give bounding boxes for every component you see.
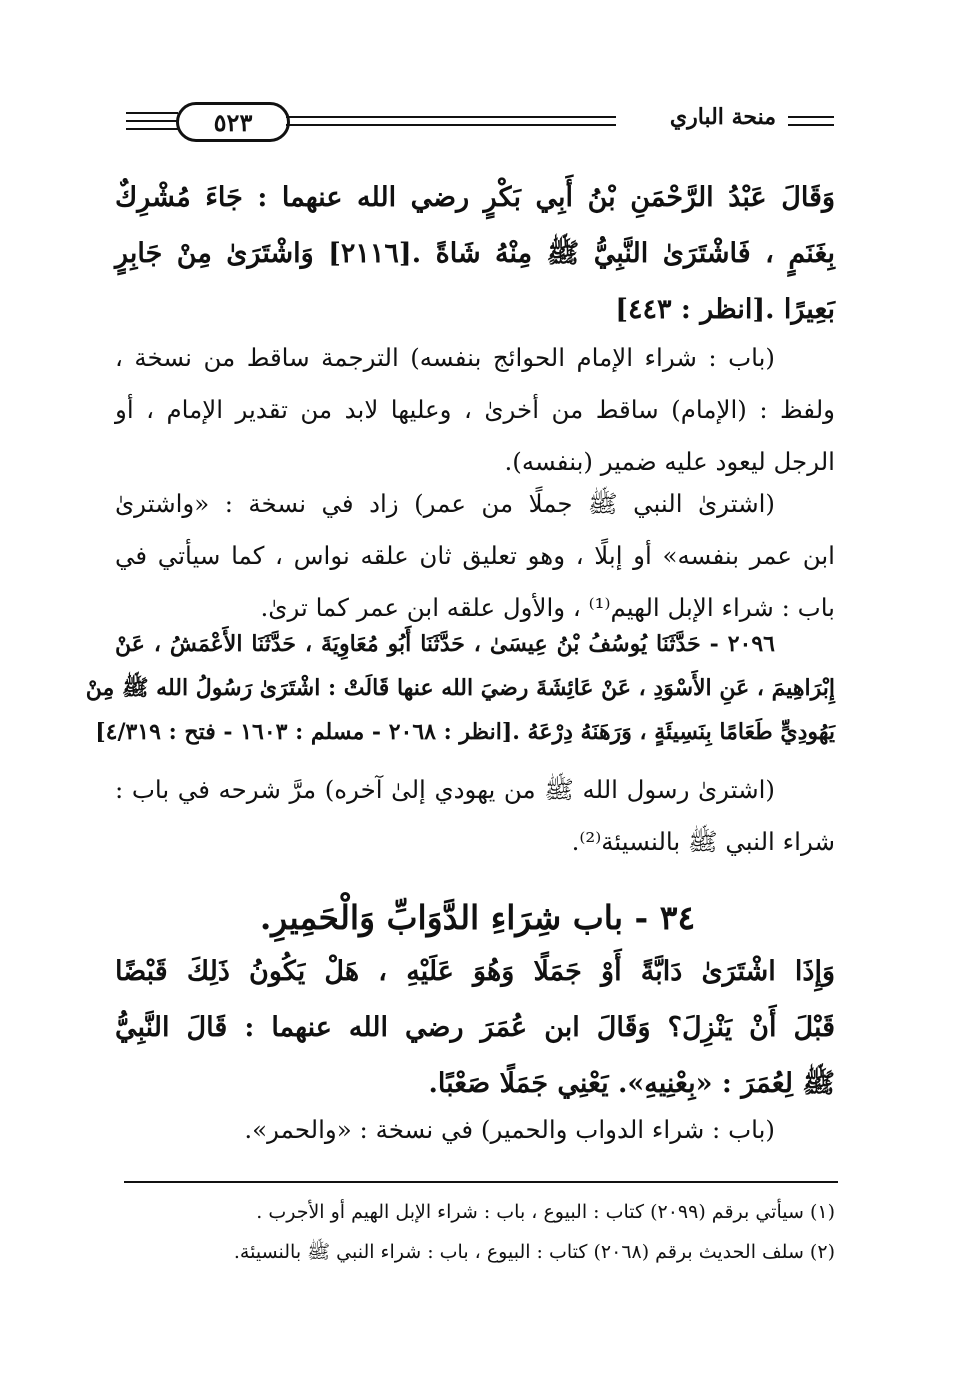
header-rule-right — [788, 116, 834, 118]
running-title: منحة الباري — [669, 104, 776, 130]
commentary-line: باب : شراء الإبل الهيم⁽¹⁾ ، والأول علقه ابن عمر كما ترىٰ. — [260, 593, 835, 622]
commentary-paragraph — [115, 332, 835, 488]
footnotes — [115, 1192, 835, 1272]
hadith-text — [85, 622, 835, 754]
header-rule-middle — [286, 124, 616, 126]
commentary-line: (باب : شراء الإمام الحوائج بنفسه) الترجمة ساقط من نسخة ، — [115, 343, 775, 372]
page-number: ٥٢٣ — [176, 102, 290, 142]
hadith-line: يَهُودِيٍّ طَعَامًا بِنَسِيئَةٍ ، وَرَهَنَهُ دِرْعَهُ .[انظر : ٢٠٦٨ - مسلم : ١٦٠٣ - فتح : ٤/٣١٩] — [95, 719, 835, 745]
page-header — [126, 96, 834, 146]
matn-line: ﷺ لِعُمَرَ : «بِعْنِيهِ». يَعْنِي جَمَلًا صَعْبًا. — [428, 1068, 835, 1099]
commentary-paragraph — [115, 478, 835, 634]
commentary-paragraph — [115, 764, 835, 868]
matn-line: بَعِيرًا .[انظر : ٤٤٣] — [615, 294, 835, 325]
commentary-line: ولفظ : (الإمام) ساقط من أخرىٰ ، وعليها لابد من تقدير الإمام ، أو — [115, 395, 835, 424]
chapter-heading: ٣٤ - باب شِرَاءِ الدَّوَابِّ وَالْحَمِيرِ. — [259, 898, 696, 937]
commentary-line: ابن عمر بنفسه» أو إبلًا ، وهو تعليق ثان علقه نواس ، كما سيأتي في — [115, 541, 835, 570]
header-rule-left — [126, 120, 178, 122]
header-rule-middle — [286, 116, 616, 118]
commentary-line: شراء النبي ﷺ بالنسيئة⁽²⁾. — [571, 827, 835, 856]
commentary-line: (باب : شراء الدواب والحمير) في نسخة : «والحمر». — [244, 1115, 775, 1144]
matn-line: بِغَنَمٍ ، فَاشْتَرَىٰ النَّبِيُّ ﷺ مِنْهُ شَاةً .[٢١١٦] وَاشْتَرَىٰ مِنْ جَابِرٍ — [115, 238, 835, 269]
header-rule-left — [126, 112, 178, 114]
hadith-line: إِبْرَاهِيمَ ، عَنِ الأَسْوَدِ ، عَنْ عَائِشَةَ رضيَ الله عنها قَالَتْ : اشْتَرَىٰ رَسُولُ الله ﷺ مِنْ — [85, 675, 835, 701]
header-rule-left — [126, 128, 178, 130]
header-rule-right — [788, 124, 834, 126]
chapter-matn — [115, 944, 835, 1112]
matn-line: وَإِذَا اشْتَرَىٰ دَابَّةً أَوْ جَمَلًا وَهُوَ عَلَيْهِ ، هَلْ يَكُونُ ذَلِكَ قَبْضًا — [115, 956, 835, 987]
commentary-line: (اشترىٰ النبي ﷺ جملًا من عمر) زاد في نسخة : «واشترىٰ — [115, 489, 775, 518]
footnote: (٢) سلف الحديث برقم (٢٠٦٨) كتاب : البيوع ، باب : شراء النبي ﷺ بالنسيئة. — [233, 1241, 835, 1263]
commentary-line: (اشترىٰ رسول الله ﷺ من يهودي إلىٰ آخره) مرَّ شرحه في باب : — [115, 775, 775, 804]
hadith-line: ٢٠٩٦ - حَدَّثَنَا يُوسُفُ بْنُ عِيسَىٰ ، حَدَّثَنَا أَبُو مُعَاوِيَةَ ، حَدَّثَنَا الأَعْمَشُ ، عَنْ — [115, 631, 775, 657]
matn-line: قَبْلَ أَنْ يَنْزِلَ؟ وَقَالَ ابن عُمَرَ رضي الله عنهما : قَالَ النَّبِيُّ — [115, 1012, 835, 1043]
commentary-line: الرجل ليعود عليه ضمير (بنفسه). — [504, 447, 835, 476]
footnote-separator — [124, 1181, 838, 1183]
matn-block — [115, 170, 835, 338]
footnote: (١) سيأتي برقم (٢٠٩٩) كتاب : البيوع ، باب : شراء الإبل الهيم أو الأجرب . — [256, 1201, 835, 1223]
matn-line: وَقَالَ عَبْدُ الرَّحْمَنِ بْنُ أَبِي بَكْرٍ رضي الله عنهما : جَاءَ مُشْرِكٌ — [115, 182, 835, 213]
commentary-paragraph — [115, 1104, 835, 1156]
